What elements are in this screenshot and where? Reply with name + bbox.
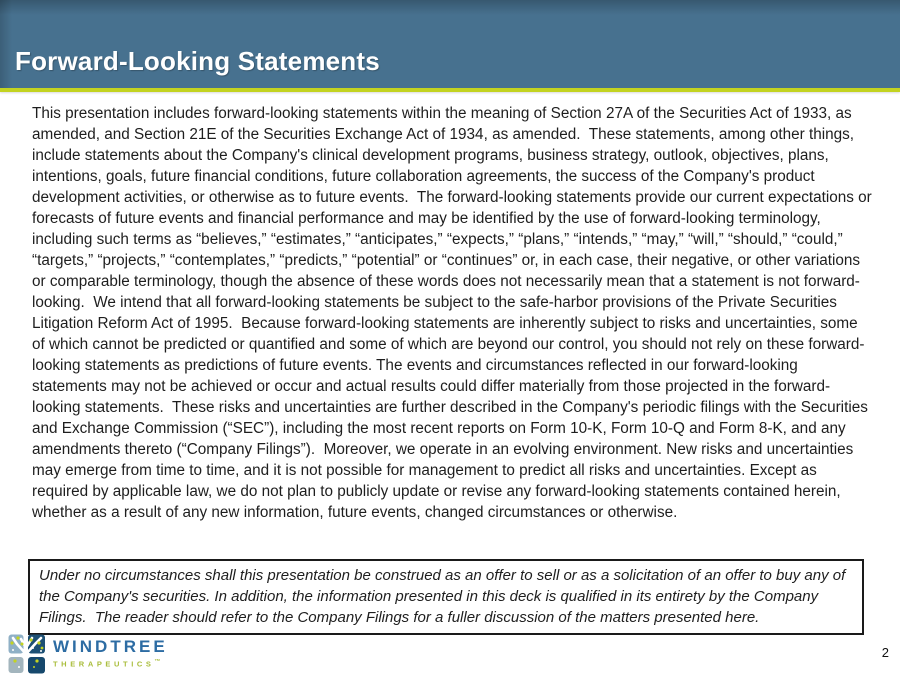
page-title: Forward-Looking Statements: [15, 46, 380, 76]
logo-brand-text: WINDTREE: [53, 637, 168, 656]
logo-division-text: THERAPEUTICS™: [53, 659, 161, 669]
page-number: 2: [881, 645, 889, 660]
trademark-symbol: ™: [154, 659, 161, 665]
slide-header-bar: [0, 0, 900, 92]
windtree-logo: [8, 634, 168, 675]
windtree-tree-icon: [8, 634, 46, 675]
disclaimer-box: Under no circumstances shall this presentation be construed as an offer to sell or as a solicitation of an offer to buy any of the Company's securities. In addition, the information presented in this deck is qualified in its entirety by the Company Filings. The reader should refer to the Company Filings for a fuller discussion of the matters presented here.: [28, 559, 864, 635]
windtree-wordmark: [53, 634, 168, 670]
forward-looking-statements-paragraph: This presentation includes forward-looking statements within the meaning of Section 27A of the Securities Act of 1933, as amended, and Section 21E of the Securities Exchange Act of 1934, as amended. These statements, among other things, include statements about the Company's clinical development programs, business strategy, outlook, objectives, plans, intentions, goals, future financial conditions, future collaboration agreements, the success of the Company's product development activities, or otherwise as to future events. The forward-looking statements provide our current expectations or forecasts of future events and financial performance and may be identified by the use of forward-looking terminology, including such terms as “believes,” “estimates,” “anticipates,” “expects,” “plans,” “intends,” “may,” “will,” “should,” “could,” “targets,” “projects,” “contemplates,” “predicts,” “potential” or “continues” or, in each case, their negative, or other variations or comparable terminology, though the absence of these words does not necessarily mean that a statement is not forward-looking. We intend that all forward-looking statements be subject to the safe-harbor provisions of the Private Securities Litigation Reform Act of 1995. Because forward-looking statements are inherently subject to risks and uncertainties, some of which cannot be predicted or quantified and some of which are beyond our control, you should not rely on these forward-looking statements as predictions of future events. The events and circumstances reflected in our forward-looking statements may not be achieved or occur and actual results could differ materially from those projected in the forward-looking statements. These risks and uncertainties are further described in the Company's periodic filings with the Securities and Exchange Commission (“SEC”), including the most recent reports on Form 10-K, Form 10-Q and Form 8-K, and any amendments thereto (“Company Filings”). Moreover, we operate in an evolving environment. New risks and uncertainties may emerge from time to time, and it is not possible for management to predict all risks and uncertainties. Except as required by applicable law, we do not plan to publicly update or revise any forward-looking statements contained herein, whether as a result of any new information, future events, changed circumstances or otherwise.: [32, 105, 877, 521]
